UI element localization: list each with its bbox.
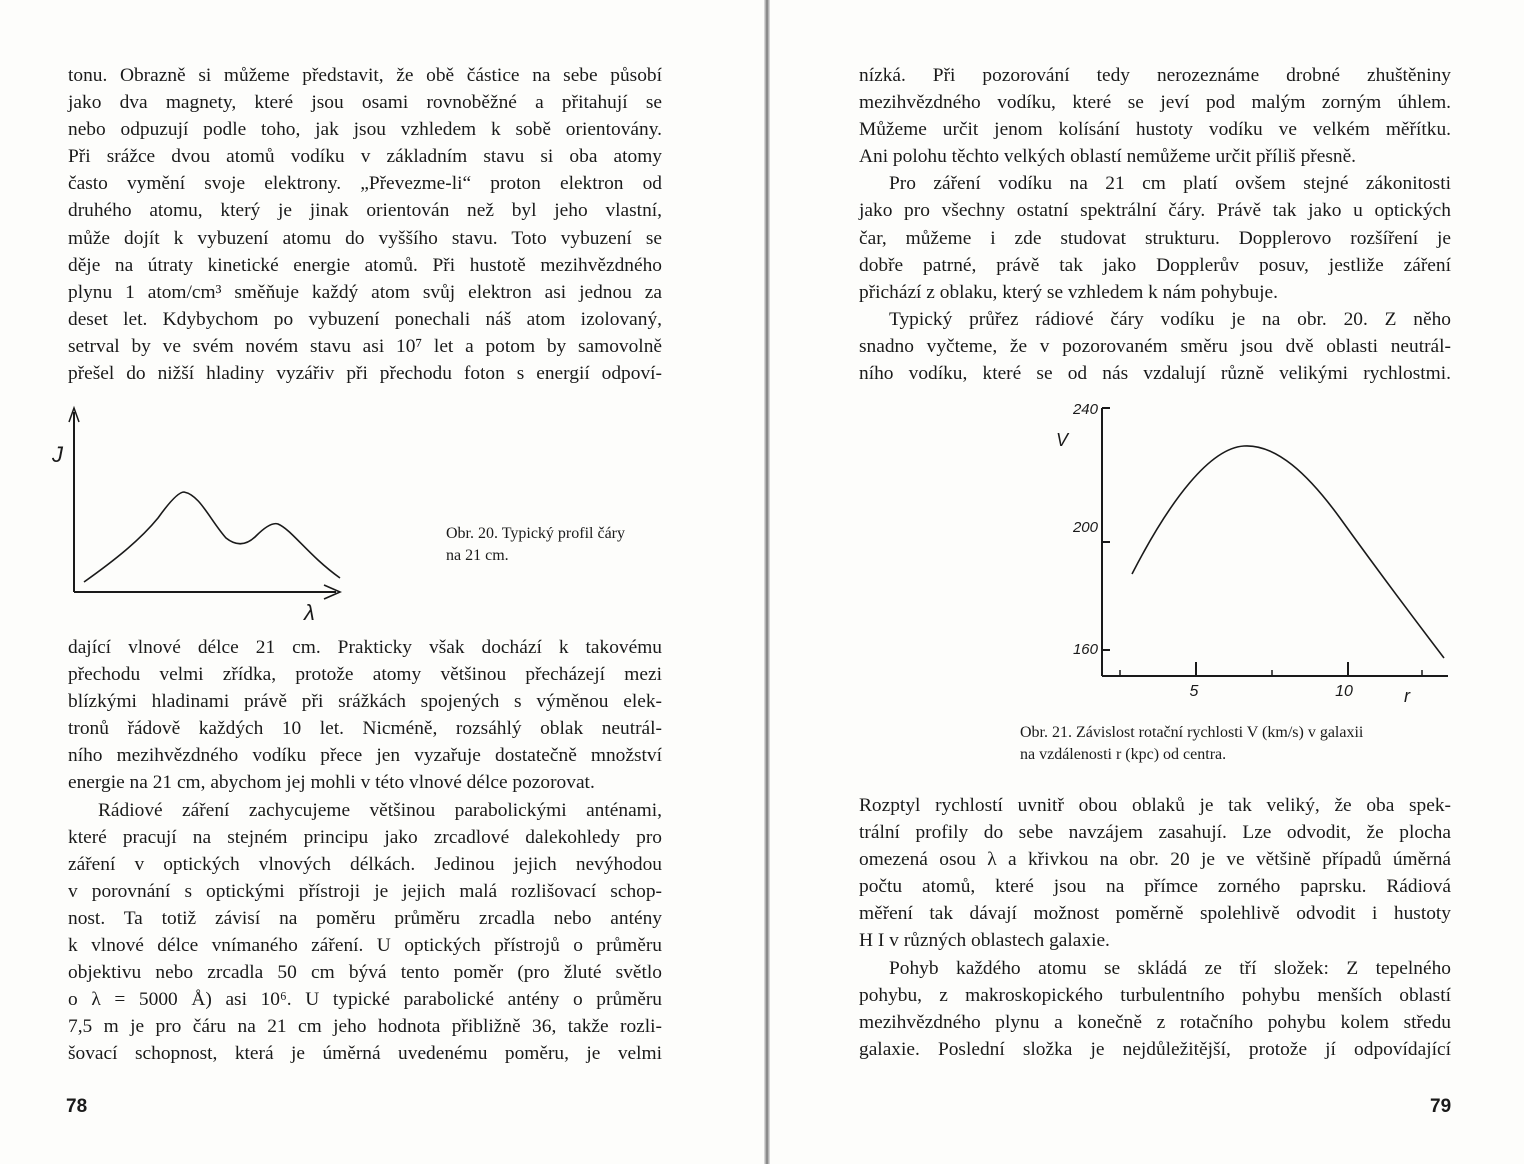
text-line: nebo odpuzují podle toho, jak jsou vzhledem k sobě orientovány. bbox=[68, 119, 662, 141]
text-line: mezihvězdného vodíku, které se jeví pod malým zorným úhlem. bbox=[859, 92, 1451, 114]
text-line: záření v optických vlnových délkách. Jedinou jejich nevýhodou bbox=[68, 853, 662, 875]
text-line: omezená osou λ a křivkou na obr. 20 je ve většině případů úměrná bbox=[859, 849, 1451, 871]
text-line: energie na 21 cm, abychom jej mohli v této vlnové délce pozorovat. bbox=[68, 772, 595, 794]
text-line: nost. Ta totiž závisí na poměru průměru zrcadla nebo antény bbox=[68, 907, 662, 929]
text-line: Pro záření vodíku na 21 cm platí ovšem stejné zákonitosti bbox=[889, 173, 1451, 195]
figure-20-caption bbox=[446, 523, 686, 567]
text-line: o λ = 5000 Å) asi 10⁶. U typické parabolické antény o průměru bbox=[68, 989, 662, 1011]
text-line: může dojít k vybuzení atomu do vyššího stavu. Toto vybuzení se bbox=[68, 227, 662, 249]
page-number-left: 78 bbox=[66, 1096, 88, 1117]
left-top-text bbox=[68, 62, 662, 387]
left-bottom-text bbox=[68, 634, 662, 1068]
fig21-x-tick-label: 10 bbox=[1335, 683, 1353, 700]
text-line: dobře patrné, právě tak jako Dopplerův posuv, jestliže záření bbox=[859, 254, 1451, 276]
figure-21-rotation-curve bbox=[1040, 390, 1460, 710]
text-line: objektivu nebo zrcadla 50 cm bývá tento poměr (pro žluté světlo bbox=[68, 962, 662, 984]
text-line: přechodu velmi zřídka, protože atomy většinou přecházejí mezi bbox=[68, 664, 662, 686]
text-line: Typický průřez rádiové čáry vodíku je na obr. 20. Z něho bbox=[889, 308, 1451, 330]
fig21-rotation-curve bbox=[1132, 446, 1444, 658]
text-line: tonu. Obrazně si můžeme představit, že obě částice na sebe působí bbox=[68, 65, 662, 86]
fig21-x-tick-label: 5 bbox=[1189, 683, 1199, 700]
text-line: trální profily do sebe navzájem zasahují. Lze odvodit, že plocha bbox=[859, 822, 1451, 844]
text-line: přichází z oblaku, který se vzhledem k nám pohybuje. bbox=[859, 281, 1278, 303]
right-top-text bbox=[859, 62, 1451, 387]
text-line: Ani polohu těchto velkých oblastí nemůžeme určit příliš přesně. bbox=[859, 146, 1357, 168]
text-line: čar, můžeme i zde studovat strukturu. Dopplerovo rozšíření je bbox=[859, 227, 1451, 249]
fig21-x-label: r bbox=[1404, 686, 1410, 706]
text-line: k vlnové délce vnímaného záření. U optických přístrojů o průměru bbox=[68, 935, 662, 957]
text-line: 7,5 m je pro čáru na 21 cm jeho hodnota přibližně 36, takže rozli- bbox=[68, 1016, 662, 1038]
text-line: jako pro všechny ostatní spektrální čáry. Právě tak jako u optických bbox=[859, 200, 1451, 222]
page-number-right: 79 bbox=[1430, 1096, 1452, 1117]
text-line: Rádiové záření zachycujeme většinou parabolickými anténami, bbox=[98, 799, 662, 821]
fig21-y-tick-label: 200 bbox=[1072, 519, 1098, 536]
caption-line: na vzdálenosti r (kpc) od centra. bbox=[1020, 746, 1227, 763]
text-line: které pracují na stejném principu jako zrcadlové dalekohledy pro bbox=[68, 826, 662, 848]
fig21-y-tick-label: 240 bbox=[1072, 401, 1098, 418]
caption-line: Obr. 20. Typický profil čáry bbox=[446, 525, 625, 542]
text-line: ního mezihvězdného vodíku přece jen vyzařuje dostatečně množství bbox=[68, 745, 662, 767]
text-line: šovací schopnost, která je úměrná uvedenému poměru, je velmi bbox=[68, 1043, 662, 1065]
text-line: H I v různých oblastech galaxie. bbox=[859, 930, 1110, 952]
text-line: jako dva magnety, které jsou osami rovnoběžné a přitahují se bbox=[68, 92, 662, 114]
right-page bbox=[770, 0, 1524, 1164]
text-line: galaxie. Poslední složka je nejdůležitější, protože jí odpovídající bbox=[859, 1038, 1451, 1060]
text-line: plynu 1 atom/cm³ směňuje každý atom svůj elektron asi jednou za bbox=[68, 281, 662, 303]
text-line: děje na útraty kinetické energie atomů. Při hustotě mezihvězdného bbox=[68, 254, 662, 276]
text-line: nízká. Při pozorování tedy nerozeznáme drobné zhuštěniny bbox=[859, 65, 1451, 86]
text-line: setrval by ve svém novém stavu asi 10⁷ let a potom by samovolně bbox=[68, 335, 662, 357]
text-line: Rozptyl rychlostí uvnitř obou oblaků je tak veliký, že oba spek- bbox=[859, 795, 1451, 816]
figure-21-caption bbox=[1020, 722, 1460, 766]
text-line: počtu atomů, které jsou na přímce zorného paprsku. Rádiová bbox=[859, 876, 1451, 898]
text-line: druhého atomu, který je jinak orientován než byl jeho vlastní, bbox=[68, 200, 662, 222]
text-line: Můžeme určit jenom kolísání hustoty vodíku ve velkém měřítku. bbox=[859, 119, 1451, 141]
text-line: mezihvězdného plynu a konečně z rotačního pohybu kolem středu bbox=[859, 1011, 1451, 1033]
fig20-y-label: J bbox=[52, 442, 63, 467]
text-line: v porovnání s optickými přístroji je jejich malá rozlišovací schop- bbox=[68, 880, 662, 902]
fig21-y-tick-label: 160 bbox=[1072, 641, 1098, 658]
text-line: deset let. Kdybychom po vybuzení ponechali náš atom izolovaný, bbox=[68, 308, 662, 330]
text-line: často vymění svoje elektrony. „Převezme-li“ proton elektron od bbox=[68, 173, 662, 195]
text-line: přešel do nižší hladiny vyzářiv při přechodu foton s energií odpoví- bbox=[68, 363, 662, 385]
text-line: měření tak dávají možnost poměrně spolehlivě odvodit i hustoty bbox=[859, 903, 1451, 925]
figure-20-profile bbox=[40, 400, 360, 630]
right-bottom-text bbox=[859, 792, 1451, 1063]
text-line: ního vodíku, které se od nás vzdalují různě velikými rychlostmi. bbox=[859, 363, 1451, 385]
fig20-profile-curve bbox=[84, 492, 340, 582]
fig20-x-label: λ bbox=[304, 600, 315, 625]
text-line: Pohyb každého atomu se skládá ze tří složek: Z tepelného bbox=[889, 957, 1451, 979]
fig21-y-label: V bbox=[1056, 430, 1069, 450]
text-line: dající vlnové délce 21 cm. Prakticky však dochází k takovému bbox=[68, 637, 662, 658]
text-line: tronů řádově každých 10 let. Nicméně, rozsáhlý oblak neutrál- bbox=[68, 718, 662, 740]
caption-line: Obr. 21. Závislost rotační rychlosti V (km/s) v galaxii bbox=[1020, 724, 1364, 741]
text-line: snadno vyčteme, že v pozorovaném směru jsou dvě oblasti neutrál- bbox=[859, 335, 1451, 357]
caption-line: na 21 cm. bbox=[446, 547, 509, 564]
text-line: blízkými hladinami právě při srážkách spojených s výměnou elek- bbox=[68, 691, 662, 713]
text-line: pohybu, z makroskopického turbulentního pohybu menších oblastí bbox=[859, 984, 1451, 1006]
text-line: Při srážce dvou atomů vodíku v základním stavu si oba atomy bbox=[68, 146, 662, 168]
